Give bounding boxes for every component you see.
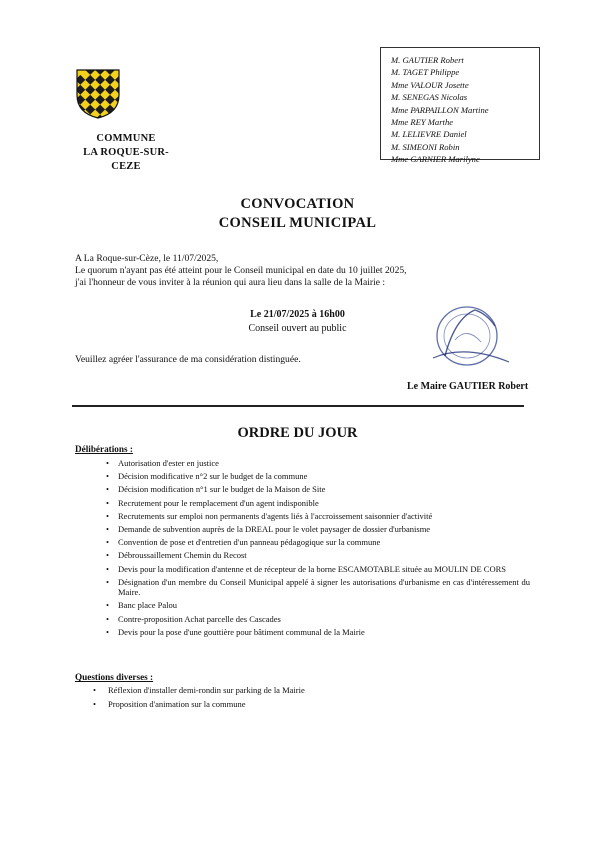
bullet-icon: • bbox=[106, 523, 109, 534]
recipient: Mme REY Marthe bbox=[391, 117, 454, 128]
bullet-icon: • bbox=[106, 550, 109, 561]
list-item: • Demande de subvention auprès de la DREAL pour le volet paysager de dossier d'urbanisme bbox=[106, 523, 431, 534]
council-title: CONSEIL MUNICIPAL bbox=[218, 215, 377, 231]
bullet-icon: • bbox=[106, 484, 109, 495]
list-item: • Proposition d'animation sur la commune bbox=[93, 698, 246, 709]
misc-questions-heading: Questions diverses : bbox=[75, 672, 154, 682]
misc-questions-list bbox=[93, 685, 520, 709]
meeting-note: Conseil ouvert au public bbox=[248, 322, 347, 334]
list-item: • Banc place Palou bbox=[106, 600, 178, 611]
list-item: • Réflexion d'installer demi-rondin sur parking de la Mairie bbox=[93, 685, 305, 695]
recipient: M. LELIEVRE Daniel bbox=[391, 129, 467, 140]
list-item: • Convention de pose et d'entretien d'un panneau pédagogique sur la commune bbox=[106, 537, 381, 548]
place-date: A La Roque-sur-Cèze, le 11/07/2025, bbox=[75, 253, 219, 264]
bullet-icon: • bbox=[106, 613, 109, 624]
mayor-signature: Le Maire GAUTIER Robert bbox=[407, 381, 529, 392]
bullet-icon: • bbox=[106, 563, 109, 574]
divider bbox=[72, 405, 524, 407]
recipient: M. SENEGAS Nicolas bbox=[391, 92, 468, 103]
regards-text: Veuillez agréer l'assurance de ma considération distinguée. bbox=[75, 354, 301, 365]
bullet-icon: • bbox=[93, 698, 96, 709]
bullet-icon: • bbox=[106, 471, 109, 482]
bullet-icon: • bbox=[106, 576, 109, 587]
list-item: • Débroussaillement Chemin du Recost bbox=[106, 550, 247, 561]
list-item: • Devis pour la pose d'une gouttière pour bâtiment communal de la Mairie bbox=[106, 626, 365, 637]
recipient: M. SIMEONI Robin bbox=[391, 141, 460, 152]
deliberations-heading: Délibérations : bbox=[75, 444, 133, 454]
recipient: M. GAUTIER Robert bbox=[391, 55, 464, 65]
meeting-date: Le 21/07/2025 à 16h00 bbox=[250, 309, 345, 320]
recipient: Mme VALOUR Josette bbox=[391, 79, 469, 90]
bullet-icon: • bbox=[106, 510, 109, 521]
official-stamp-icon bbox=[425, 296, 515, 378]
recipient: Mme GARNIER Marilyne bbox=[391, 154, 480, 165]
list-item: • Décision modificative n°2 sur le budget de la commune bbox=[106, 471, 308, 482]
recipient: Mme PARPAILLON Martine bbox=[391, 104, 489, 115]
list-item: • Désignation d'un membre du Conseil Municipal appelé à signer les autorisations d'urbanisme en cas d'intéressement du Maire. bbox=[106, 576, 530, 598]
list-item: • Devis pour la modification d'antenne et de récepteur de la borne ESCAMOTABLE située au MOULIN DE CORS bbox=[106, 563, 506, 574]
list-item: • Recrutements sur emploi non permanents d'agents liés à l'accroissement saisonnier d'activité bbox=[106, 510, 433, 521]
list-item: • Autorisation d'ester en justice bbox=[106, 458, 219, 468]
coat-of-arms-logo bbox=[76, 69, 120, 119]
commune-label: COMMUNE bbox=[96, 133, 156, 144]
agenda-title: ORDRE DU JOUR bbox=[237, 425, 358, 441]
intro-paragraph bbox=[75, 253, 535, 290]
bullet-icon: • bbox=[93, 685, 96, 695]
convocation-title: CONVOCATION bbox=[240, 196, 355, 212]
bullet-icon: • bbox=[106, 600, 109, 611]
recipients-box bbox=[380, 47, 540, 165]
commune-town: LA ROQUE-SUR-CEZE bbox=[83, 147, 169, 172]
list-item: • Recrutement pour le remplacement d'un agent indisponible bbox=[106, 497, 319, 508]
list-item: • Décision modification n°1 sur le budget de la Maison de Site bbox=[106, 484, 326, 495]
bullet-icon: • bbox=[106, 626, 109, 637]
quorum-text: Le quorum n'ayant pas été atteint pour le Conseil municipal en date du 10 juillet 2025, bbox=[75, 265, 407, 277]
recipient: M. TAGET Philippe bbox=[391, 67, 460, 78]
bullet-icon: • bbox=[106, 458, 109, 468]
list-item: • Contre-proposition Achat parcelle des Cascades bbox=[106, 613, 281, 624]
commune-name bbox=[76, 132, 176, 174]
deliberations-list bbox=[106, 458, 530, 637]
bullet-icon: • bbox=[106, 497, 109, 508]
bullet-icon: • bbox=[106, 537, 109, 548]
invite-text: j'ai l'honneur de vous inviter à la réunion qui aura lieu dans la salle de la Mairie : bbox=[75, 277, 386, 289]
